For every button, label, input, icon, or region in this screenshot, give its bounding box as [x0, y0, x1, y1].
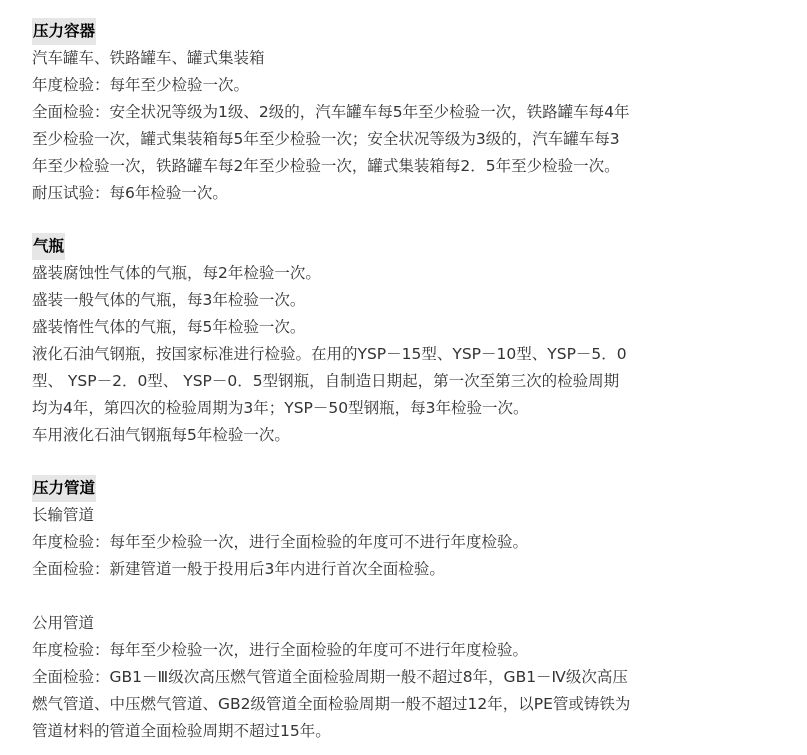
section-gas-cylinders — [32, 233, 807, 449]
text-line: 年度检验：每年至少检验一次。 — [32, 76, 250, 94]
section-pressure-pipelines — [32, 475, 807, 745]
text-line: 管道材料的管道全面检验周期不超过15年。 — [32, 722, 331, 740]
text-line: 均为4年，第四次的检验周期为3年；YSP－50型钢瓶，每3年检验一次。 — [32, 399, 529, 417]
text-line: 至少检验一次，罐式集装箱每5年至少检验一次；安全状况等级为3级的，汽车罐车每3 — [32, 130, 620, 148]
section-heading: 压力容器 — [32, 18, 96, 45]
section-heading: 气瓶 — [32, 233, 65, 260]
text-line: 汽车罐车、铁路罐车、罐式集装箱 — [32, 49, 265, 67]
text-line: 盛装一般气体的气瓶，每3年检验一次。 — [32, 291, 306, 309]
text-line: 年至少检验一次，铁路罐车每2年至少检验一次，罐式集装箱每2．5年至少检验一次。 — [32, 157, 620, 175]
text-line: 全面检验：新建管道一般于投用后3年内进行首次全面检验。 — [32, 560, 445, 578]
text-line: 年度检验：每年至少检验一次，进行全面检验的年度可不进行年度检验。 — [32, 533, 529, 551]
text-line: 年度检验：每年至少检验一次，进行全面检验的年度可不进行年度检验。 — [32, 641, 529, 659]
text-line: 车用液化石油气钢瓶每5年检验一次。 — [32, 426, 290, 444]
text-line: 盛装惰性气体的气瓶，每5年检验一次。 — [32, 318, 306, 336]
text-line: 全面检验：GB1－Ⅲ级次高压燃气管道全面检验周期一般不超过8年，GB1－Ⅳ级次高压 — [32, 668, 628, 686]
section-pressure-vessels — [32, 18, 807, 207]
subsection-title: 长输管道 — [32, 506, 95, 524]
text-line: 型、 YSP－2．0型、 YSP－0．5型钢瓶，自制造日期起，第一次至第三次的检验周期 — [32, 372, 620, 390]
paragraph-gap — [32, 583, 807, 610]
section-heading: 压力管道 — [32, 475, 96, 502]
text-line: 全面检验：安全状况等级为1级、2级的，汽车罐车每5年至少检验一次，铁路罐车每4年 — [32, 103, 630, 121]
text-line: 耐压试验：每6年检验一次。 — [32, 184, 228, 202]
text-line: 燃气管道、中压燃气管道、GB2级管道全面检验周期一般不超过12年，以PE管或铸铁为 — [32, 695, 631, 713]
text-line: 液化石油气钢瓶，按国家标准进行检验。在用的YSP－15型、YSP－10型、YSP－5．0 — [32, 345, 627, 363]
text-line: 盛装腐蚀性气体的气瓶，每2年检验一次。 — [32, 264, 321, 282]
subsection-title: 公用管道 — [32, 614, 95, 632]
